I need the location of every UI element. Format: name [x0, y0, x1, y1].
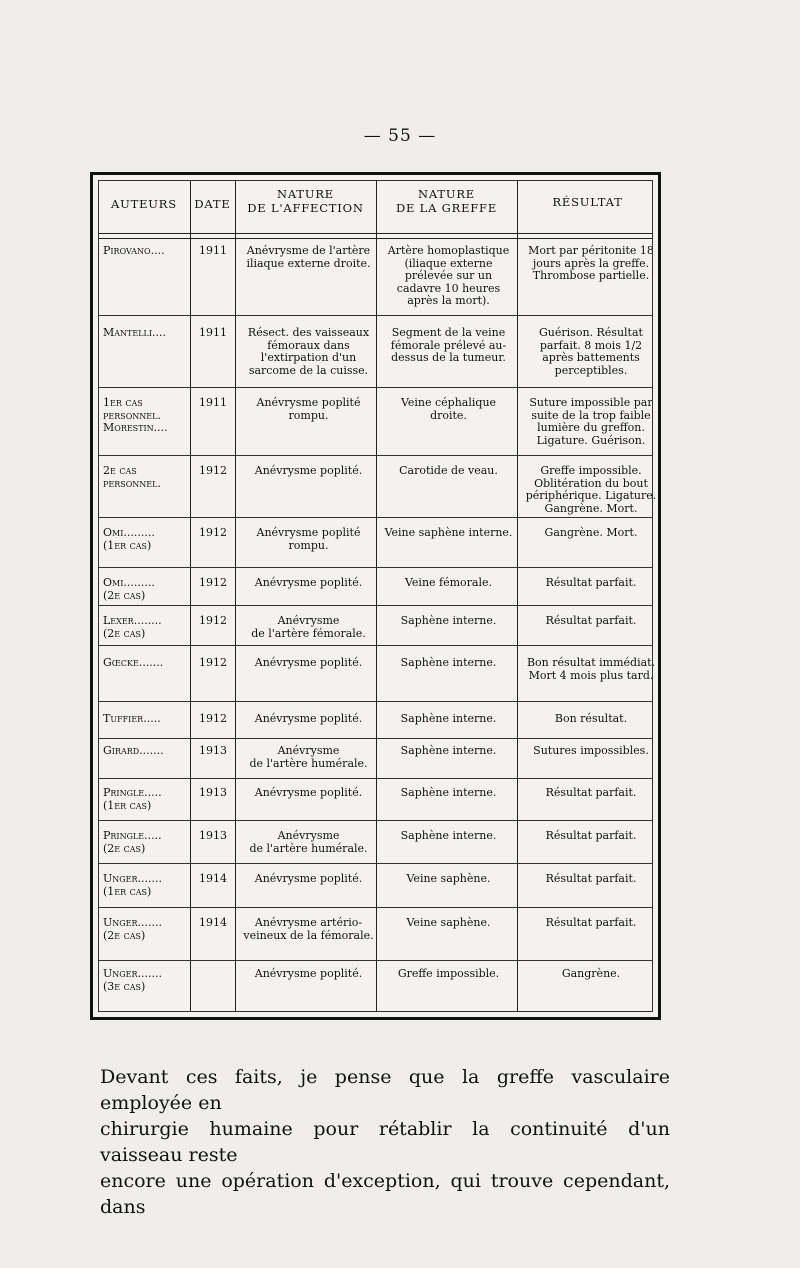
row-resultat: Résultat parfait. — [545, 576, 637, 589]
row-greffe: Saphène interne. — [400, 829, 497, 842]
row-affection: Résect. des vaisseaux fémoraux dans l'extirpation d'un sarcome de la cuisse. — [247, 326, 370, 377]
row-date: 1912 — [199, 712, 227, 725]
row-resultat: Sutures impossibles. — [533, 744, 649, 757]
row-rule — [99, 701, 652, 702]
row-date: 1912 — [199, 656, 227, 669]
row-rule — [99, 645, 652, 646]
row-affection: Anévrysme poplité. — [254, 464, 363, 477]
row-affection: Anévrysme de l'artère fémorale. — [251, 614, 366, 640]
row-date: 1913 — [199, 786, 227, 799]
header-nature-greffe: NATURE DE LA GREFFE — [395, 187, 498, 215]
results-table — [90, 172, 661, 1020]
header-nature-affection: NATURE DE L'AFFECTION — [247, 187, 364, 215]
row-greffe: Saphène interne. — [400, 656, 497, 669]
row-affection: Anévrysme poplité. — [254, 576, 363, 589]
row-resultat: Greffe impossible. Oblitération du bout périphérique. Ligature. Gangrène. Mort. — [525, 464, 657, 515]
row-resultat: Gangrène. Mort. — [544, 526, 638, 539]
row-greffe: Saphène interne. — [400, 786, 497, 799]
row-greffe: Carotide de veau. — [399, 464, 498, 477]
row-resultat: Résultat parfait. — [545, 786, 637, 799]
row-rule — [99, 455, 652, 456]
row-author: Unger....... (2e cas) — [103, 916, 163, 942]
row-date: 1914 — [199, 872, 227, 885]
row-date: 1911 — [199, 396, 227, 409]
row-resultat: Bon résultat. — [554, 712, 628, 725]
row-greffe: Greffe impossible. — [397, 967, 500, 980]
row-date: 1912 — [199, 576, 227, 589]
row-greffe: Veine céphalique droite. — [400, 396, 497, 422]
row-rule — [99, 387, 652, 388]
row-resultat: Gangrène. — [561, 967, 621, 980]
row-author: Lexer........ (2e cas) — [103, 614, 162, 640]
row-greffe: Veine saphène. — [406, 872, 491, 885]
row-author: Unger....... (1er cas) — [103, 872, 163, 898]
row-affection: Anévrysme poplité. — [254, 872, 363, 885]
row-date: 1912 — [199, 526, 227, 539]
row-affection: Anévrysme de l'artère humérale. — [249, 829, 368, 855]
column-divider — [517, 180, 518, 1012]
row-affection: Anévrysme artério-veineux de la fémorale. — [243, 916, 374, 942]
row-author: 2e cas personnel. — [103, 464, 161, 490]
row-resultat: Résultat parfait. — [545, 614, 637, 627]
row-resultat: Bon résultat immédiat. Mort 4 mois plus tard. — [526, 656, 656, 682]
row-rule — [99, 820, 652, 821]
row-affection: Anévrysme poplité rompu. — [256, 526, 361, 552]
row-greffe: Saphène interne. — [400, 614, 497, 627]
row-affection: Anévrysme poplité. — [254, 712, 363, 725]
row-date: 1912 — [199, 464, 227, 477]
row-affection: Anévrysme poplité. — [254, 967, 363, 980]
row-greffe: Veine saphène interne. — [384, 526, 513, 539]
row-author: Mantelli.... — [103, 326, 166, 339]
row-resultat: Suture impossible par suite de la trop faible lumière du greffon. Ligature. Guérison. — [529, 396, 653, 447]
row-affection: Anévrysme de l'artère humérale. — [249, 744, 368, 770]
row-author: Pringle..... (1er cas) — [103, 786, 162, 812]
row-greffe: Segment de la veine fémorale prélevé au-dessus de la tumeur. — [390, 326, 507, 365]
row-author: Unger....... (3e cas) — [103, 967, 163, 993]
header-rule — [98, 233, 653, 234]
row-rule — [99, 517, 652, 518]
row-resultat: Guérison. Résultat parfait. 8 mois 1/2 après battements perceptibles. — [539, 326, 643, 377]
row-author: 1er cas personnel. Morestin.... — [103, 396, 168, 435]
row-author: Girard....... — [103, 744, 164, 757]
row-greffe: Veine saphène. — [406, 916, 491, 929]
row-author: Pringle..... (2e cas) — [103, 829, 162, 855]
row-rule — [99, 778, 652, 779]
row-resultat: Résultat parfait. — [545, 872, 637, 885]
header-resultat: RÉSULTAT — [552, 195, 623, 209]
page-number: — 55 — — [363, 126, 437, 146]
row-rule — [99, 605, 652, 606]
row-resultat: Résultat parfait. — [545, 916, 637, 929]
paragraph-line: Devant ces faits, je pense que la greffe vasculaire employée en — [100, 1066, 670, 1114]
row-greffe: Artère homoplastique (iliaque externe prélevée sur un cadavre 10 heures après la mort). — [387, 244, 510, 308]
row-greffe: Saphène interne. — [400, 744, 497, 757]
row-resultat: Mort par péritonite 18 jours après la greffe. Thrombose partielle. — [528, 244, 654, 283]
body-paragraph — [100, 1064, 670, 1220]
row-resultat: Résultat parfait. — [545, 829, 637, 842]
row-rule — [99, 315, 652, 316]
row-rule — [99, 863, 652, 864]
row-author: Omi......... (2e cas) — [103, 576, 155, 602]
row-date: 1912 — [199, 614, 227, 627]
row-date: 1911 — [199, 326, 227, 339]
row-author: Pirovano.... — [103, 244, 165, 257]
row-rule — [99, 738, 652, 739]
paragraph-line: chirurgie humaine pour rétablir la continuité d'un vaisseau reste — [100, 1118, 670, 1166]
row-rule — [99, 907, 652, 908]
row-greffe: Saphène interne. — [400, 712, 497, 725]
row-author: Gœcke....... — [103, 656, 164, 669]
row-author: Omi......... (1er cas) — [103, 526, 155, 552]
header-date: DATE — [194, 197, 231, 211]
row-date: 1913 — [199, 829, 227, 842]
row-affection: Anévrysme de l'artère iliaque externe droite. — [246, 244, 371, 270]
row-affection: Anévrysme poplité. — [254, 656, 363, 669]
row-affection: Anévrysme poplité rompu. — [256, 396, 361, 422]
row-greffe: Veine fémorale. — [404, 576, 493, 589]
header-auteurs: AUTEURS — [111, 197, 177, 211]
row-rule — [99, 960, 652, 961]
row-date: 1914 — [199, 916, 227, 929]
row-date: 1913 — [199, 744, 227, 757]
row-author: Tuffier..... — [103, 712, 161, 725]
row-affection: Anévrysme poplité. — [254, 786, 363, 799]
column-divider — [376, 180, 377, 1012]
paragraph-line: encore une opération d'exception, qui trouve cependant, dans — [100, 1170, 670, 1218]
column-divider — [235, 180, 236, 1012]
row-date: 1911 — [199, 244, 227, 257]
header-rule — [98, 238, 653, 239]
row-rule — [99, 567, 652, 568]
